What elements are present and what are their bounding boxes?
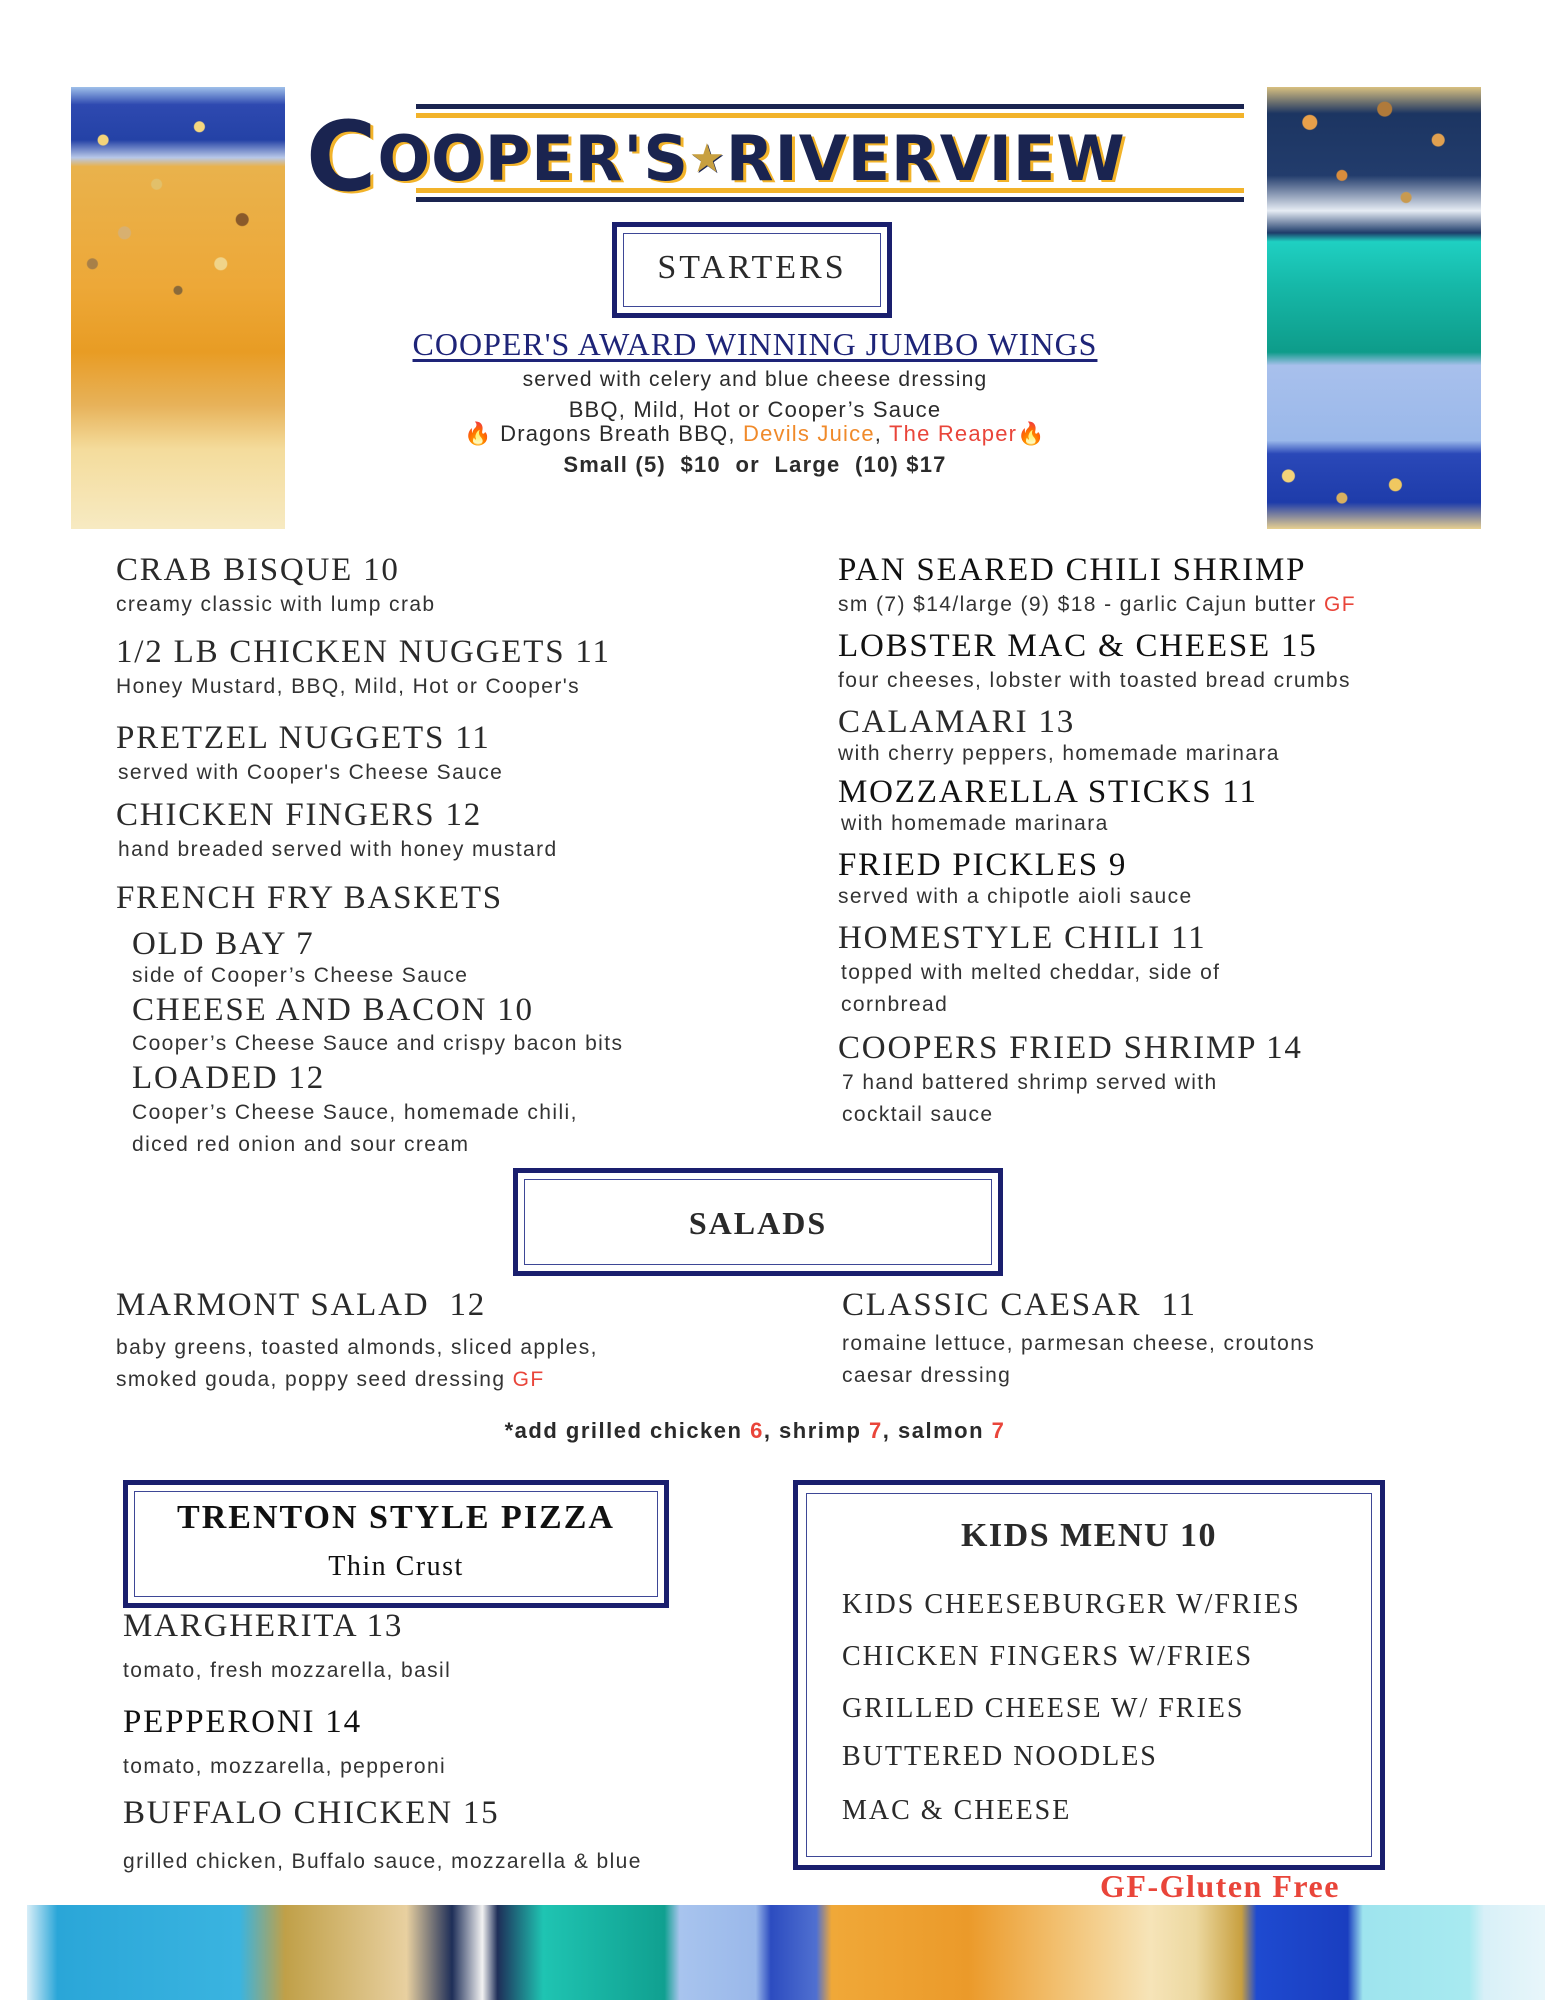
item-desc: with homemade marinara xyxy=(841,812,1109,835)
item-desc: 7 hand battered shrimp served with xyxy=(842,1071,1218,1094)
menu-item xyxy=(116,634,611,703)
menu-item xyxy=(838,552,1356,621)
wings-sauces: BBQ, Mild, Hot or Cooper’s Sauce xyxy=(568,397,942,422)
kids-item: GRILLED CHEESE W/ FRIES xyxy=(842,1693,1245,1724)
item-desc: romaine lettuce, parmesan cheese, croutons xyxy=(842,1332,1316,1355)
logo-rule xyxy=(416,104,1244,109)
item-desc: Cooper’s Cheese Sauce and crispy bacon bits xyxy=(132,1032,624,1055)
menu-item xyxy=(132,926,468,989)
menu-item xyxy=(123,1795,642,1878)
item-title: PEPPERONI 14 xyxy=(123,1704,362,1740)
addon-price-shrimp: 7 xyxy=(869,1418,883,1443)
menu-item xyxy=(116,1287,598,1396)
item-desc: tomato, fresh mozzarella, basil xyxy=(123,1659,452,1682)
logo-wordmark xyxy=(306,101,1244,213)
logo-word-riverview: RIVERVIEW xyxy=(725,122,1126,195)
item-desc: baby greens, toasted almonds, sliced apples, xyxy=(116,1336,598,1359)
logo-word-coopers: OOPER'S xyxy=(377,122,690,195)
item-desc: Honey Mustard, BBQ, Mild, Hot or Cooper's xyxy=(116,675,581,698)
kids-item: BUTTERED NOODLES xyxy=(842,1741,1158,1772)
menu-item xyxy=(116,797,558,866)
addon-price-chicken: 6 xyxy=(750,1418,764,1443)
item-desc: with cherry peppers, homemade marinara xyxy=(838,742,1280,765)
menu-item xyxy=(116,552,436,621)
menu-item xyxy=(838,774,1258,837)
item-title: LOADED 12 xyxy=(132,1060,326,1096)
decorative-watercolor-footer xyxy=(27,1905,1545,2000)
item-desc: four cheeses, lobster with toasted bread crumbs xyxy=(838,669,1351,692)
menu-item xyxy=(132,1060,578,1161)
item-desc xyxy=(838,589,1356,621)
fire-icon: 🔥 xyxy=(1017,421,1046,446)
starters-heading-box xyxy=(612,222,892,318)
item-title: CHEESE AND BACON 10 xyxy=(132,992,534,1028)
wings-desc: served with celery and blue cheese dressing xyxy=(522,368,988,391)
item-title: CLASSIC CAESAR 11 xyxy=(842,1287,1197,1323)
item-title: 1/2 LB CHICKEN NUGGETS 11 xyxy=(116,634,611,670)
item-desc: Cooper’s Cheese Sauce, homemade chili, xyxy=(132,1101,578,1124)
star-icon: ★ xyxy=(689,136,726,182)
item-title: LOBSTER MAC & CHEESE 15 xyxy=(838,628,1318,664)
item-title: OLD BAY 7 xyxy=(132,926,315,962)
restaurant-logo xyxy=(306,100,1244,212)
item-desc: side of Cooper’s Cheese Sauce xyxy=(132,964,469,987)
item-title: CRAB BISQUE 10 xyxy=(116,552,400,588)
kids-item: MAC & CHEESE xyxy=(842,1795,1072,1826)
kids-item: CHICKEN FINGERS W/FRIES xyxy=(842,1641,1254,1672)
menu-item xyxy=(838,628,1351,697)
addon-label: , salmon xyxy=(882,1418,992,1443)
item-title: PRETZEL NUGGETS 11 xyxy=(116,720,491,756)
hot-sauce-devils-juice: Devils Juice xyxy=(743,421,875,446)
item-title: MOZZARELLA STICKS 11 xyxy=(838,774,1258,810)
menu-item xyxy=(838,920,1220,1021)
menu-item xyxy=(842,1287,1315,1392)
logo-letter-c: C xyxy=(306,101,378,213)
item-title: CHICKEN FINGERS 12 xyxy=(116,797,483,833)
gluten-free-tag: GF xyxy=(512,1368,545,1391)
gluten-free-tag: GF xyxy=(1323,593,1356,616)
item-title: MARGHERITA 13 xyxy=(123,1608,404,1644)
section-title-salads: SALADS xyxy=(688,1205,828,1241)
item-title: PAN SEARED CHILI SHRIMP xyxy=(838,552,1307,588)
section-title-pizza: TRENTON STYLE PIZZA xyxy=(177,1499,615,1536)
pizza-subtitle: Thin Crust xyxy=(328,1551,464,1582)
item-desc-text: sm (7) $14/large (9) $18 - garlic Cajun butter xyxy=(838,593,1324,616)
item-title: HOMESTYLE CHILI 11 xyxy=(838,920,1207,956)
item-desc: topped with melted cheddar, side of xyxy=(841,961,1221,984)
decorative-watercolor-right xyxy=(1267,87,1481,529)
kids-menu-box xyxy=(793,1480,1385,1870)
addon-price-salmon: 7 xyxy=(991,1418,1006,1443)
item-title: BUFFALO CHICKEN 15 xyxy=(123,1795,500,1831)
section-title-kids: KIDS MENU 10 xyxy=(960,1517,1218,1554)
separator: , xyxy=(874,421,890,446)
menu-item xyxy=(838,704,1280,767)
item-desc: diced red onion and sour cream xyxy=(132,1133,470,1156)
hot-sauce-dragons-breath: Dragons Breath BBQ, xyxy=(492,421,743,446)
item-desc: served with Cooper's Cheese Sauce xyxy=(118,761,504,784)
item-desc-text: smoked gouda, poppy seed dressing xyxy=(116,1368,513,1391)
item-desc: caesar dressing xyxy=(842,1364,1012,1387)
item-desc: cocktail sauce xyxy=(842,1103,994,1126)
menu-item xyxy=(132,992,623,1059)
wings-title: COOPER'S AWARD WINNING JUMBO WINGS xyxy=(412,326,1098,362)
item-title: MARMONT SALAD 12 xyxy=(116,1287,487,1323)
menu-item xyxy=(123,1608,451,1687)
item-title: FRIED PICKLES 9 xyxy=(838,847,1128,883)
item-desc xyxy=(116,1364,598,1396)
menu-item xyxy=(123,1704,446,1783)
kids-item: KIDS CHEESEBURGER W/FRIES xyxy=(842,1589,1301,1620)
section-title-starters: STARTERS xyxy=(657,249,847,286)
wings-hot-sauces xyxy=(250,421,1260,447)
item-title: COOPERS FRIED SHRIMP 14 xyxy=(838,1030,1303,1066)
fries-heading: FRENCH FRY BASKETS xyxy=(116,880,503,916)
gluten-free-legend: GF-Gluten Free xyxy=(1100,1868,1340,1904)
salads-heading-box xyxy=(513,1168,1003,1276)
item-title: CALAMARI 13 xyxy=(838,704,1076,740)
hot-sauce-the-reaper: The Reaper xyxy=(889,421,1018,446)
menu-item xyxy=(838,847,1193,910)
item-desc: grilled chicken, Buffalo sauce, mozzarella & blue xyxy=(123,1850,642,1873)
item-desc: hand breaded served with honey mustard xyxy=(118,838,558,861)
menu-item xyxy=(116,720,503,789)
fire-icon: 🔥 xyxy=(464,421,493,446)
pizza-heading-box xyxy=(123,1480,669,1608)
item-desc: served with a chipotle aioli sauce xyxy=(838,885,1193,908)
menu-item xyxy=(838,1030,1303,1131)
addon-label: *add grilled chicken xyxy=(504,1418,751,1443)
item-desc: creamy classic with lump crab xyxy=(116,593,436,616)
item-desc: cornbread xyxy=(841,993,949,1016)
salad-addons xyxy=(250,1418,1260,1444)
item-desc: tomato, mozzarella, pepperoni xyxy=(123,1755,447,1778)
wings-pricing: Small (5) $10 or Large (10) $17 xyxy=(563,452,947,477)
addon-label: , shrimp xyxy=(763,1418,870,1443)
